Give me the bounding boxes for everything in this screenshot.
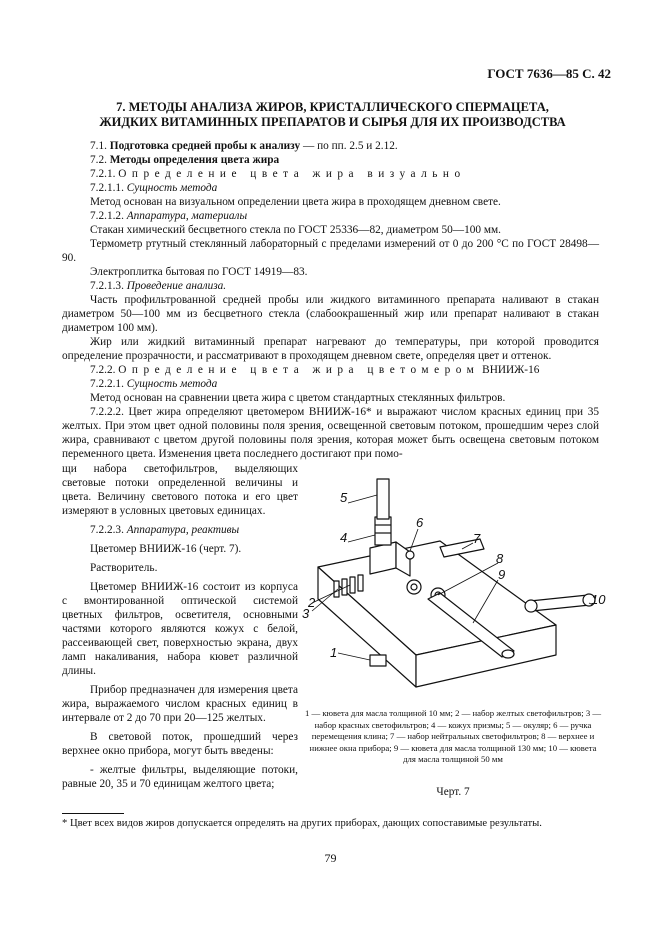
paragraph-stove: Электроплитка бытовая по ГОСТ 14919—83. — [90, 266, 308, 278]
figure-label-2: 2 — [308, 595, 316, 610]
paragraph-device-purpose: Прибор предназначен для измерения цвета жира, выражаемого числом красных единиц в интервале от 2 до 70 при 20—125 желтых. — [62, 684, 298, 724]
figure-number: Черт. 7 — [436, 786, 470, 798]
figure-label-8: 8 — [496, 551, 504, 566]
figure-label-10: 10 — [591, 592, 606, 607]
paragraph-procedure-2: Жир или жидкий витаминный препарат нагревают до температуры, при которой проводится определение прозрачности, и рассматривают в проходящем дневном свете, определяя цвет и оттенок. — [62, 336, 599, 362]
figure-label-1: 1 — [330, 645, 338, 660]
clause-7-2-2-1: 7.2.2.1. Сущность метода — [90, 378, 218, 390]
paragraph-procedure-1: Часть профильтрованной средней пробы или жидкого витаминного препарата наливают в стакан диаметром 50—100 мм из бесцветного стекла (слабоокрашенный жир или препарат наливают в стакан диаметром 100 мм). — [62, 294, 599, 334]
figure-label-9: 9 — [498, 567, 506, 582]
paragraph-essence-colorimeter: Метод основан на сравнении цвета жира с цветом стандартных стеклянных фильтров. — [90, 392, 506, 404]
clause-7-2-1-3: 7.2.1.3. Проведение анализа. — [90, 280, 227, 292]
section-title-line-1: 7. МЕТОДЫ АНАЛИЗА ЖИРОВ, КРИСТАЛЛИЧЕСКОГО СПЕРМАЦЕТА, — [116, 100, 549, 114]
paragraph-solvent: Растворитель. — [90, 562, 158, 574]
figure-label-7: 7 — [473, 531, 481, 546]
figure-label-3: 3 — [302, 606, 310, 621]
figure-caption: 1 — кювета для масла толщиной 10 мм; 2 — набор желтых светофильтров; 3 — набор красных светофильтров; 4 — кожух призмы; 5 — окуляр; 6 — ручка перемещения клина; 7 — набор нейтральных светофильтров; 8 — верхнее и нижнее окна прибора; 9 — кювета для масла толщиной 130 мм; 10 — кювета для масла толщиной 50 мм — [304, 708, 602, 764]
clause-7-2-1: 7.2.1. Определение цвета жира визуально — [90, 168, 466, 180]
running-header: ГОСТ 7636—85 С. 42 — [487, 66, 611, 81]
left-column-text — [62, 462, 298, 796]
section-title-line-2: ЖИДКИХ ВИТАМИННЫХ ПРЕПАРАТОВ И СЫРЬЯ ДЛЯ ИХ ПРОИЗВОДСТВА — [99, 115, 566, 129]
clause-7-2-1-2: 7.2.1.2. Аппаратура, материалы — [90, 210, 248, 222]
clause-7-1: 7.1. Подготовка средней пробы к анализу — по пп. 2.5 и 2.12. — [90, 140, 398, 152]
figure-label-6: 6 — [416, 515, 424, 530]
section-title — [60, 100, 605, 130]
page-number: 79 — [324, 851, 337, 865]
main-text — [62, 139, 599, 461]
clause-7-2-2: 7.2.2. Определение цвета жира цветомером ВНИИЖ-16 — [90, 364, 540, 376]
footnote-divider — [62, 813, 124, 814]
colorimeter-drawing — [298, 455, 608, 725]
figure-label-5: 5 — [340, 490, 348, 505]
paragraph-colorimeter: Цветомер ВНИИЖ-16 (черт. 7). — [90, 543, 242, 555]
clause-7-2-1-1: 7.2.1.1. Сущность метода — [90, 182, 218, 194]
paragraph-device-description: Цветомер ВНИИЖ-16 состоит из корпуса с вмонтированной оптической системой цветных фильтров, осветителя, основными частями которого являются кожух с белой, рассеивающей свет, поверхностью экрана, двух ламп накаливания, набора кювет различной длины. — [62, 581, 298, 677]
paragraph-essence-visual: Метод основан на визуальном определении цвета жира в проходящем дневном свете. — [90, 196, 501, 208]
figure-label-4: 4 — [340, 530, 348, 545]
paragraph-yellow-filters: - желтые фильтры, выделяющие потоки, равные 20, 35 и 70 единицам желтого цвета; — [62, 764, 298, 790]
clause-7-2-2-3: 7.2.2.3. Аппаратура, реактивы — [90, 524, 240, 536]
paragraph-light-flux: В световой поток, прошедший через верхнее окно прибора, могут быть введены: — [62, 731, 298, 757]
clause-7-2-2-2: 7.2.2.2. Цвет жира определяют цветомером ВНИИЖ-16* и выражают числом красных единиц при 35 желтых. При этом цвет одной половины поля зрения, освещенной световым потоком, прошедшим через слой жира, сравнивают с цветом другой половины поля зрения, которая может быть освещена световым потоком переменного цвета. Изменения цвета последнего достигают при помо- — [62, 406, 599, 460]
paragraph-thermometer: Термометр ртутный стеклянный лабораторный с пределами измерений от 0 до 200 °С по ГОСТ 28498—90. — [62, 238, 599, 264]
paragraph-glass: Стакан химический бесцветного стекла по ГОСТ 25336—82, диаметром 50—100 мм. — [90, 224, 501, 236]
paragraph-continuation: щи набора светофильтров, выделяющих световые потоки определенной величины и цвета. Величину светового потока и его цвет измеряют в условных цветовых единицах. — [62, 463, 298, 517]
clause-7-2: 7.2. Методы определения цвета жира — [90, 154, 280, 166]
footnote: * Цвет всех видов жиров допускается определять на других приборах, дающих сопоставимые результаты. — [62, 818, 542, 829]
